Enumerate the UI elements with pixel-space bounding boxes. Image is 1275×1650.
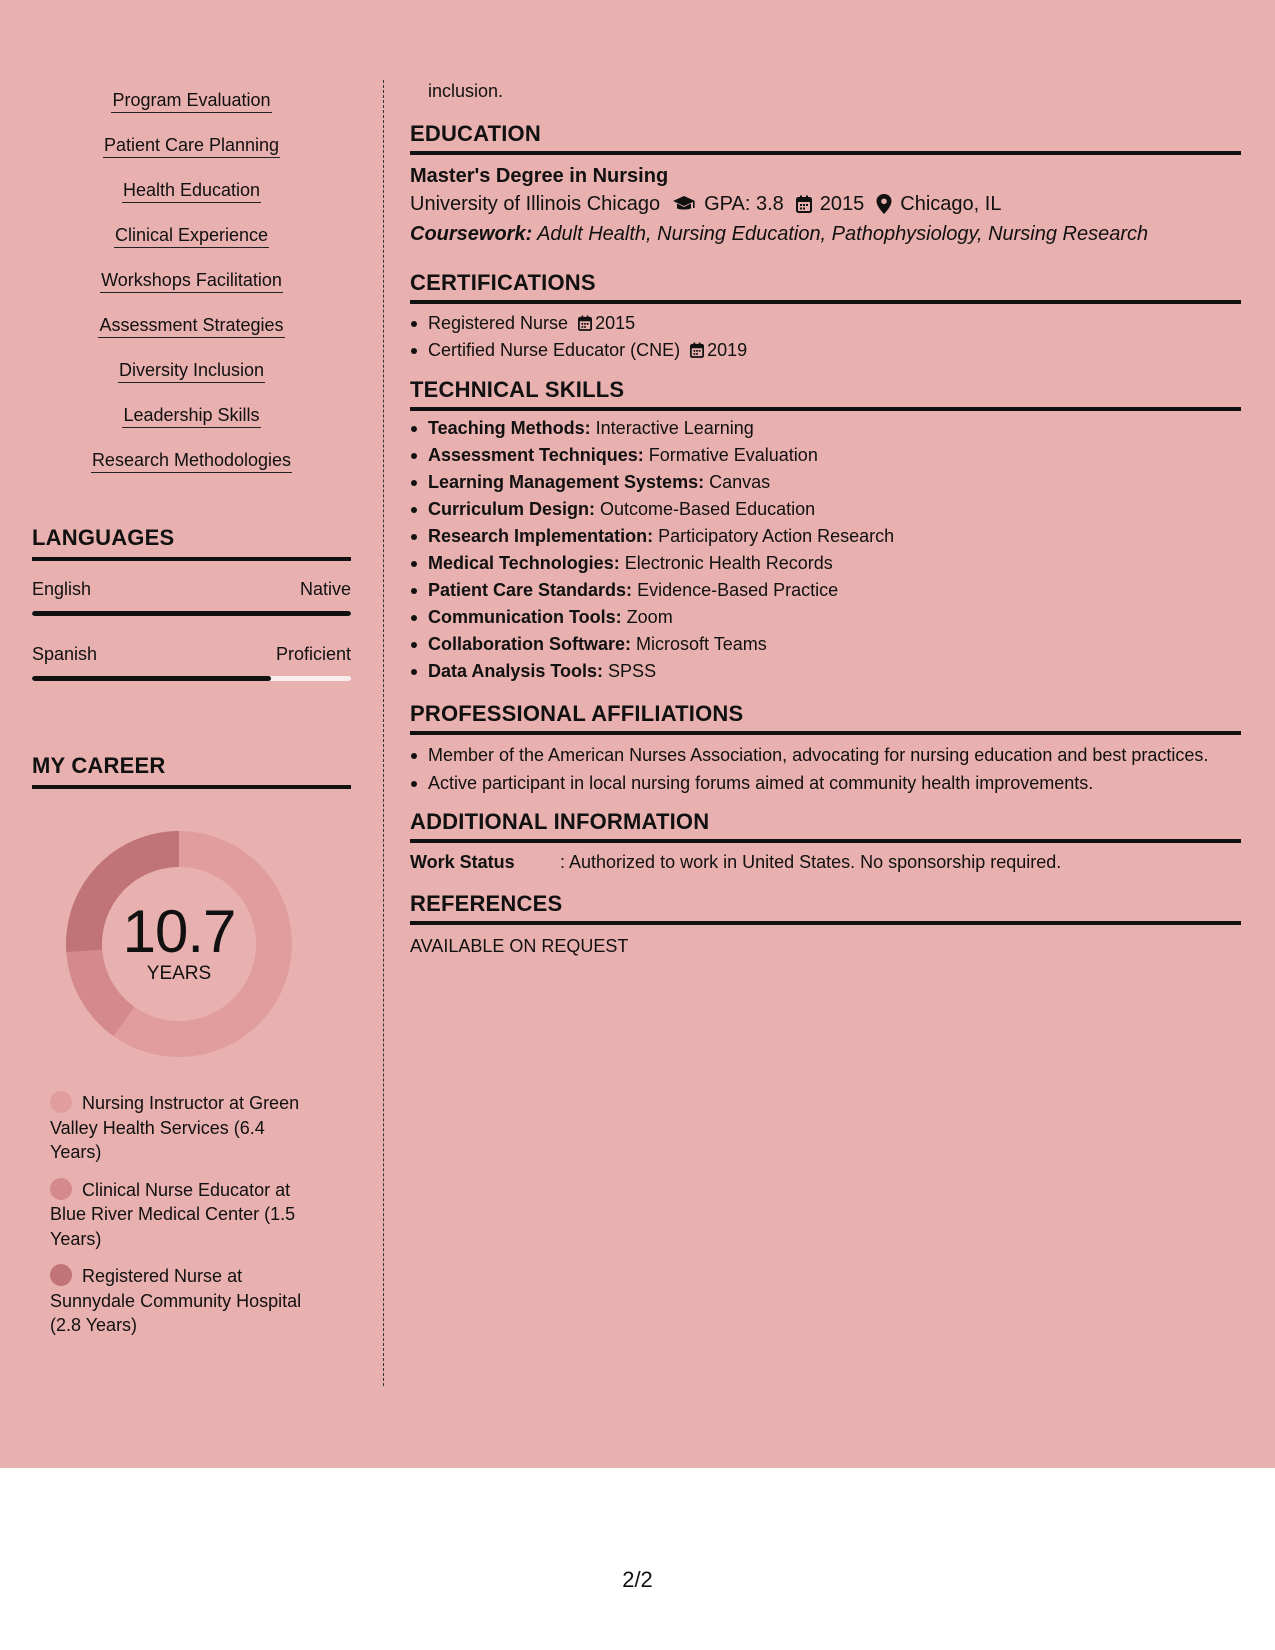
skill-item — [98, 305, 284, 350]
language-name: Spanish — [32, 644, 98, 664]
affiliation-item: Active participant in local nursing forums aimed at community health improvements. — [410, 771, 1241, 795]
references-heading: REFERENCES — [410, 891, 1241, 925]
skill-item — [122, 395, 260, 440]
language-level: Proficient — [275, 644, 351, 664]
certification-year: 2019 — [707, 340, 748, 360]
certification-name: Registered Nurse — [428, 313, 569, 333]
skill-value: Outcome-Based Education — [595, 499, 816, 519]
skill-item — [122, 170, 261, 215]
career-legend-label: Clinical Nurse Educator at Blue River Medical Center (1.5 Years) — [50, 1179, 296, 1249]
technical-skill-item — [410, 658, 1241, 685]
skill-value: Electronic Health Records — [619, 553, 833, 573]
certifications-section — [410, 270, 1241, 364]
language-bar — [32, 676, 351, 681]
skill-category: Learning Management Systems: — [428, 472, 705, 492]
technical-skill-item — [410, 523, 1241, 550]
language-bar — [32, 611, 351, 616]
technical-skill-item — [410, 442, 1241, 469]
languages-heading: LANGUAGES — [32, 525, 351, 561]
legend-dot-icon — [50, 1178, 72, 1200]
coursework-list: Adult Health, Nursing Education, Pathophysiology, Nursing Research — [532, 223, 1149, 245]
language-row — [32, 642, 351, 681]
donut-center — [66, 831, 292, 1057]
languages-section — [32, 525, 351, 681]
skills-list — [32, 80, 351, 485]
affiliations-heading: PROFESSIONAL AFFILIATIONS — [410, 701, 1241, 735]
graduation-year: 2015 — [819, 193, 865, 215]
sidebar — [32, 80, 351, 1351]
calendar-icon — [578, 315, 592, 331]
skill-item — [111, 80, 271, 125]
references-section — [410, 891, 1241, 959]
skill-value: Participatory Action Research — [653, 526, 895, 546]
career-legend-item — [50, 1178, 320, 1252]
skill-category: Curriculum Design: — [428, 499, 596, 519]
career-section — [32, 753, 351, 1338]
skill-label: Clinical Experience — [114, 224, 269, 248]
affiliations-section — [410, 701, 1241, 795]
work-status-label: Work Status — [410, 852, 515, 872]
graduation-cap-icon — [672, 195, 696, 213]
skill-label: Leadership Skills — [122, 404, 260, 428]
skill-item — [114, 215, 269, 260]
legend-dot-icon — [50, 1264, 72, 1286]
location-pin-icon — [876, 194, 892, 214]
career-legend-item — [50, 1264, 320, 1338]
language-bar-fill — [32, 611, 351, 616]
skill-category: Data Analysis Tools: — [428, 661, 604, 681]
work-status-row — [410, 849, 1241, 875]
skill-label: Health Education — [122, 179, 261, 203]
technical-skill-item — [410, 577, 1241, 604]
technical-skills-heading: TECHNICAL SKILLS — [410, 377, 1241, 411]
technical-skill-item — [410, 550, 1241, 577]
coursework-label: Coursework: — [410, 223, 533, 245]
references-text: AVAILABLE ON REQUEST — [410, 936, 629, 956]
skill-value: Zoom — [621, 607, 673, 627]
skill-label: Program Evaluation — [111, 89, 271, 113]
affiliation-item: Member of the American Nurses Association, advocating for nursing education and best practices. — [410, 743, 1241, 767]
skill-category: Teaching Methods: — [428, 418, 591, 438]
continued-text: inclusion. — [428, 81, 504, 101]
skill-category: Communication Tools: — [428, 607, 622, 627]
skill-value: Formative Evaluation — [643, 445, 818, 465]
technical-skill-item — [410, 415, 1241, 442]
certification-item — [410, 337, 1241, 364]
skill-category: Assessment Techniques: — [428, 445, 644, 465]
certification-item — [410, 310, 1241, 337]
certifications-list — [410, 310, 1241, 364]
additional-info-section — [410, 809, 1241, 875]
legend-dot-icon — [50, 1091, 72, 1113]
school-name: University of Illinois Chicago — [410, 193, 661, 215]
career-legend-label: Nursing Instructor at Green Valley Health Services (6.4 Years) — [50, 1093, 300, 1162]
skill-label: Research Methodologies — [91, 449, 292, 473]
career-legend-item — [50, 1091, 320, 1165]
skill-value: SPSS — [603, 661, 657, 681]
certification-name: Certified Nurse Educator (CNE) — [428, 340, 681, 360]
career-years-unit: YEARS — [146, 963, 212, 984]
skill-item — [103, 125, 280, 170]
affiliations-list — [410, 743, 1241, 795]
certifications-heading: CERTIFICATIONS — [410, 270, 1241, 304]
skill-item — [100, 260, 283, 305]
skill-label: Diversity Inclusion — [118, 359, 265, 383]
work-status-value: : Authorized to work in United States. No sponsorship required. — [560, 852, 1062, 872]
additional-info-heading: ADDITIONAL INFORMATION — [410, 809, 1241, 843]
skill-category: Collaboration Software: — [428, 634, 632, 654]
technical-skill-item — [410, 496, 1241, 523]
education-section — [410, 121, 1241, 249]
technical-skills-section — [410, 377, 1241, 685]
coursework — [410, 219, 1241, 249]
page-number: 2/2 — [622, 1567, 653, 1592]
calendar-icon — [690, 342, 704, 358]
education-heading: EDUCATION — [410, 121, 1241, 155]
career-legend — [50, 1091, 320, 1338]
language-row — [32, 577, 351, 616]
technical-skill-item — [410, 604, 1241, 631]
language-name: English — [32, 579, 92, 599]
technical-skill-item — [410, 469, 1241, 496]
skill-label: Patient Care Planning — [103, 134, 280, 158]
skill-category: Patient Care Standards: — [428, 580, 633, 600]
skill-value: Interactive Learning — [590, 418, 754, 438]
skill-label: Assessment Strategies — [98, 314, 284, 338]
column-divider — [383, 80, 384, 1386]
certification-year: 2015 — [595, 313, 636, 333]
school-location: Chicago, IL — [900, 193, 1002, 215]
skill-item — [91, 440, 292, 485]
calendar-icon — [796, 195, 812, 213]
education-details — [410, 189, 1241, 219]
degree-title: Master's Degree in Nursing — [410, 165, 669, 187]
technical-skill-item — [410, 631, 1241, 658]
language-bar-fill — [32, 676, 271, 681]
main-column — [410, 80, 1241, 959]
skill-category: Medical Technologies: — [428, 553, 620, 573]
technical-skills-list — [410, 415, 1241, 685]
skill-category: Research Implementation: — [428, 526, 654, 546]
skill-value: Canvas — [704, 472, 771, 492]
career-heading: MY CAREER — [32, 753, 351, 789]
gpa: GPA: 3.8 — [704, 193, 784, 215]
language-level: Native — [299, 579, 351, 599]
skill-item — [118, 350, 265, 395]
skill-value: Evidence-Based Practice — [632, 580, 839, 600]
skill-label: Workshops Facilitation — [100, 269, 283, 293]
career-total-years: 10.7 — [122, 898, 236, 965]
skill-value: Microsoft Teams — [631, 634, 767, 654]
career-donut-chart — [66, 831, 292, 1057]
career-legend-label: Registered Nurse at Sunnydale Community Hospital (2.8 Years) — [50, 1266, 302, 1335]
